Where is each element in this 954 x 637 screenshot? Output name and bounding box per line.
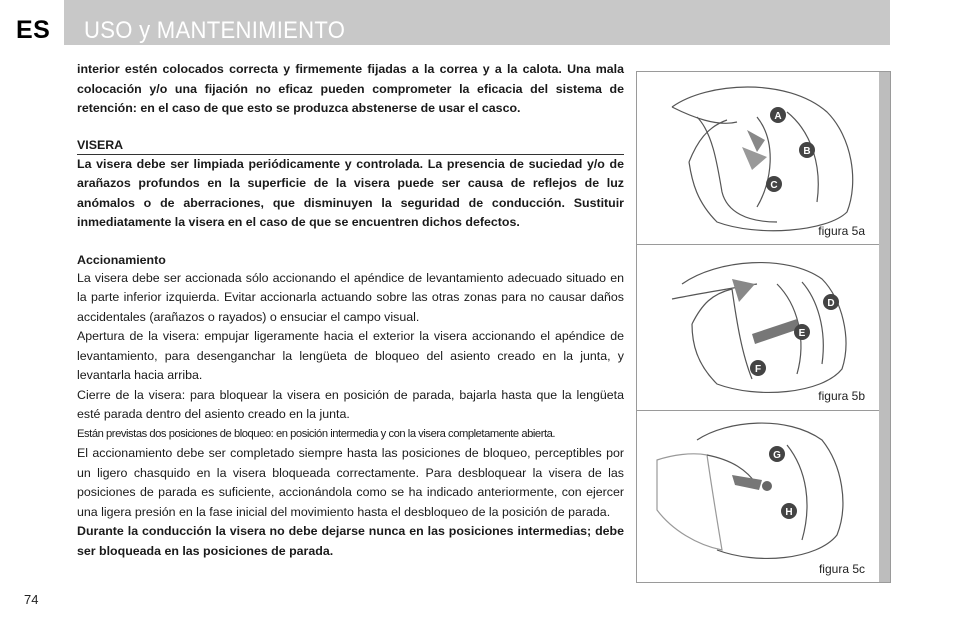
- figure-caption-5a: figura 5a: [818, 224, 865, 238]
- svg-text:F: F: [754, 364, 762, 375]
- figure-caption-5b: figura 5b: [818, 389, 865, 403]
- page-number: 74: [24, 592, 39, 607]
- svg-text:E: E: [798, 328, 806, 339]
- figure-5b: [637, 244, 879, 411]
- header-bar: [64, 0, 890, 45]
- paragraph-4: Están previstas dos posiciones de bloqueo: en posición intermedia y con la visera completamente abierta.: [77, 427, 556, 440]
- paragraph-6: Durante la conducción la visera no debe dejarse nunca en las posiciones intermedias; debe ser bloqueada en las posiciones de parada.: [77, 524, 624, 558]
- main-text-column: [77, 60, 624, 561]
- marker-d: [823, 294, 839, 310]
- helmet-illustration-5c: [637, 410, 879, 582]
- marker-g: [769, 446, 785, 462]
- figure-side-strip: [879, 72, 890, 582]
- paragraph-2: Apertura de la visera: empujar ligeramente hacia el exterior la visera accionando el apéndice de levantamiento, para desenganchar la lengüeta de bloqueo del asiento creado en la junta, y levantarla hacia arriba.: [77, 329, 624, 382]
- figure-caption-5c: figura 5c: [818, 562, 865, 576]
- visera-paragraph: La visera debe ser limpiada periódicamente y controlada. La presencia de suciedad y/o de arañazos profundos en la superficie de la visera puede ser causa de reflejos de luz anómalos o de aberraciones, que disminuyen la seguridad de conducción. Sustituir inmediatamente la visera en el caso de que se encuentren dichos defectos.: [77, 156, 624, 229]
- paragraph-5: El accionamiento debe ser completado siempre hasta las posiciones de bloqueo, perceptibles por un ligero chasquido en la visera bloqueada correctamente. Para desbloquear la visera de las posiciones de parada es suficiente, accionándola como se ha indicado anteriormente, con ejercer una ligera presión en la fase inicial del movimiento hasta el desbloqueo de la posición de parada.: [77, 446, 624, 519]
- svg-text:G: G: [773, 450, 781, 461]
- marker-f: [750, 360, 766, 376]
- paragraph-1: La visera debe ser accionada sólo accionando el apéndice de levantamiento adecuado situado en la parte inferior izquierda. Evitar accionarla actuando sobre las otras zonas para no causar daños accidentales (arañazos o rayados) o ensuciar el campo visual.: [77, 270, 624, 324]
- visera-heading: VISERA: [77, 137, 624, 155]
- svg-text:D: D: [827, 298, 835, 309]
- svg-text:A: A: [774, 111, 782, 122]
- figure-5c: [637, 410, 879, 582]
- accionamiento-heading: Accionamiento: [77, 252, 166, 267]
- paragraph-3: Cierre de la visera: para bloquear la visera en posición de parada, bajarla hasta que la lengüeta esté parada dentro del asiento creado en la junta.: [77, 387, 624, 421]
- svg-text:H: H: [785, 507, 793, 518]
- marker-a: [770, 107, 786, 123]
- figure-panel: [636, 71, 891, 583]
- marker-b: [799, 142, 815, 158]
- language-code: ES: [16, 16, 51, 44]
- figure-5a: [637, 72, 879, 245]
- page-title: USO y MANTENIMIENTO: [84, 17, 346, 44]
- svg-text:C: C: [770, 180, 778, 191]
- marker-e: [794, 324, 810, 340]
- marker-c: [766, 176, 782, 192]
- svg-text:B: B: [803, 146, 811, 157]
- marker-h: [781, 503, 797, 519]
- helmet-illustration-5b: [637, 244, 879, 410]
- helmet-illustration-5a: [637, 72, 879, 244]
- intro-paragraph: interior estén colocados correcta y firmemente fijadas a la correa y a la calota. Una mala colocación y/o una fijación no eficaz pueden comprometer la eficacia del sistema de retención: en el caso de que esto se produzca abstenerse de usar el casco.: [77, 62, 624, 115]
